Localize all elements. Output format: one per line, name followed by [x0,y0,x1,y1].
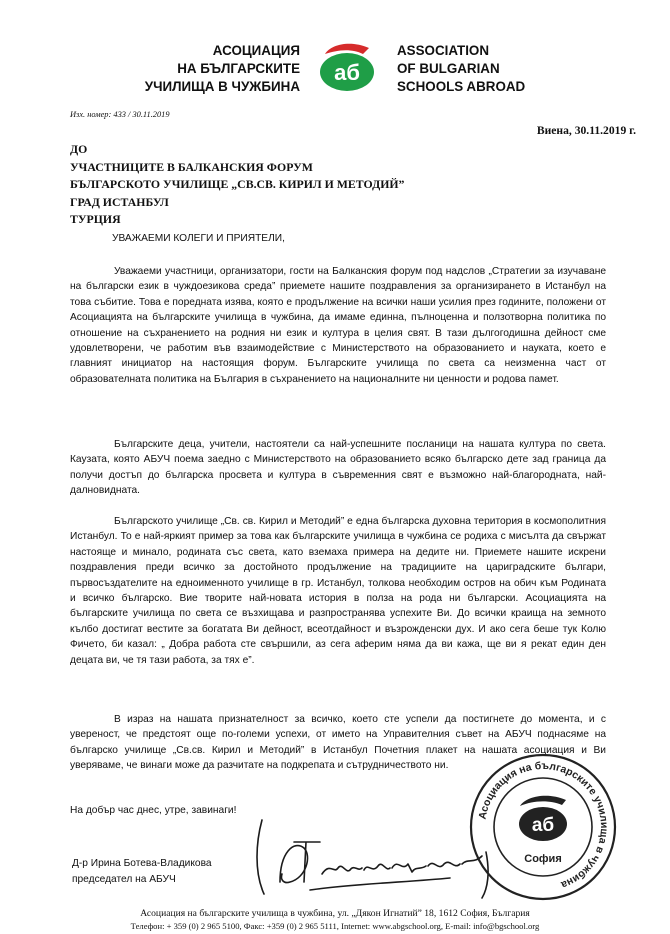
stamp-city: София [524,853,562,865]
footer-contacts: Телефон: + 359 (0) 2 965 5100, Факс: +359 (0) 2 965 5111, Internet: www.abgschool.org, E-mail: info@bgschool.org [130,921,540,931]
addressee-block [70,141,404,229]
addressee-line-5: ТУРЦИЯ [70,212,121,227]
body-paragraph-3 [70,514,606,668]
handwritten-signature-icon [250,812,500,902]
signer-block [72,856,212,888]
org-en-line-1: ASSOCIATION [397,43,490,58]
signer-name: Д-р Ирина Ботева-Владикова [72,858,212,869]
association-seal-stamp [468,752,618,902]
org-bg-line-2: НА БЪЛГАРСКИТЕ [177,61,300,76]
org-en-line-3: SCHOOLS ABROAD [397,79,526,94]
addressee-line-3: БЪЛГАРСКОТО УЧИЛИЩЕ „СВ.СВ. КИРИЛ И МЕТОДИЙ” [70,177,405,192]
org-bg-line-3: УЧИЛИЩА В ЧУЖБИНА [144,79,300,94]
salutation: УВАЖАЕМИ КОЛЕГИ И ПРИЯТЕЛИ, [112,233,285,244]
stamp-ring-text: Асоциация на българските училища в чужбина [476,759,611,891]
footer-address: Асоциация на българските училища в чужбина, ул. „Дякон Игнатий” 18, 1612 София, България [140,908,530,919]
logo-letters: аб [334,60,360,85]
org-en-line-2: OF BULGARIAN [397,61,500,76]
addressee-line-1: ДО [70,142,88,156]
paragraph-2-text: Българските деца, учители, настоятели са най-успешните посланици на нашата култура по света. Каузата, която АБУЧ поема заедно с Министерството на образованието всяко българско дете зад граница да получи достъп до българска просвета и култура в съвременния свят е възможно най-благородната, най-далновидната. [70,439,606,497]
abuch-logo-icon [311,40,383,94]
addressee-line-4: ГРАД ИСТАНБУЛ [70,194,169,209]
body-paragraph-2 [70,437,606,499]
addressee-line-2: УЧАСТНИЦИТЕ В БАЛКАНСКИЯ ФОРУМ [70,159,313,174]
outgoing-reference-number: Изх. номер: 433 / 30.11.2019 [70,110,170,119]
org-bg-line-1: АСОЦИАЦИЯ [212,43,300,58]
org-name-bulgarian [88,42,300,96]
signer-title: председател на АБУЧ [72,874,176,885]
org-name-english [397,42,617,96]
letter-footer [0,908,670,932]
paragraph-3-text: Българското училище „Св. св. Кирил и Методий” е една българска духовна територия в космополитния Истанбул. То е най-яркият пример за това как българските училища в чужбина се родиха с мисълта да свържат настояще и минало, родината със света, като вземаха примера на дедите ни. Приемете нашите искрени поздравления преди всичко за достойното продължение на традициите на цариградските българи, първосъздателите на едноименното училище в гр. Истанбул, толкова необходим остров на обич към Родината и всичко българско. Вие творите най-новата история в полза на рода ни български. Асоциацията на българските училища по света се възхищава и разпространява успехите Ви. До всички краища на земното кълбо достигат вестите за богатата Ви дейност, всеотдайност и възрожденски дух. И ако сега беше тук Колю Фичето, би казал: „ Добра работа сте свършили, аз сега аферим няма да ви кажа, ще ви я рекат един ден децата ви, че тя тази работа, за тях е”. [70,516,606,666]
paragraph-4-text: В израз на нашата признателност за всичко, което сте успели да постигнете до момента, и с увереност, че предстоят още по-големи успехи, от името на Управителния съвет на АБУЧ поднасяме на българско училище „Св.св. Кирил и Методий” в Истанбул Почетния плакет на нашата асоциация и Ви уверяваме, че винаги може да разчитате на подкрепата и сътрудничеството ни. [70,714,606,772]
farewell-line: На добър час днес, утре, завинаги! [70,805,237,816]
paragraph-1-text: Уважаеми участници, организатори, гости на Балканския форум под надслов „Стратегии за изучаване на български език в чуждоезикова среда” приемете нашите поздравления за организирането в Истанбул на това събитие. Това е поредната изява, която е продължение на всички наши усилия през годините, положени от Асоциацията на българските училища в чужбина, да имаме единна, пълноценна и ползотворна политика по отношение на съхранението на родния ни език и култура в целия свят. В тази дългогодишна дейност сме удовлетворени, че работим във взаимодействие с Министерството на образованието и науката, което е главният инициатор на настоящия форум. Българските училища по света са неизменна част от образователната политика на България в съхранението на националните ни ценности и родова памет. [70,266,606,385]
place-and-date: Виена, 30.11.2019 г. [536,124,636,137]
stamp-logo-letters: аб [531,815,555,836]
body-paragraph-1 [70,264,606,387]
